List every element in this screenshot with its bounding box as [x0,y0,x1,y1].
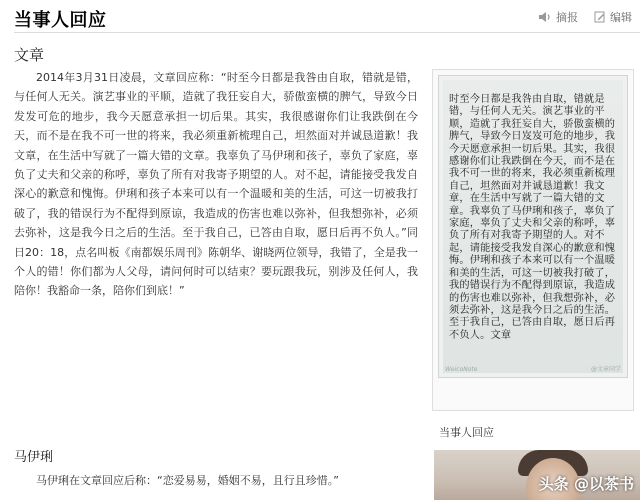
title-divider [14,32,640,33]
source-watermark: 头条 @以茶书 [538,475,634,493]
section-title: 当事人回应 [14,10,107,31]
image-watermark-right: @文章同学 [590,366,621,373]
edit-label: 编辑 [610,11,632,24]
report-button[interactable] [538,9,578,25]
edit-button[interactable] [594,9,632,25]
figure-caption: 当事人回应 [439,426,494,439]
subheading-wenzhang: 文章 [14,46,45,64]
header-actions [538,9,632,25]
mayili-statement: 马伊琍在文章回应后称：“恋爱易易，婚姻不易，且行且珍惜。” [36,474,339,487]
report-label: 摘报 [556,11,578,24]
subheading-mayili: 马伊琍 [14,450,54,465]
statement-figure[interactable] [432,69,634,439]
statement-image[interactable] [438,75,628,378]
section-header [0,0,640,40]
wenzhang-statement: 2014年3月31日凌晨，文章回应称：“时至今日都是我咎由自取，错就是错，与任何人无关。演艺事业的平顺，造就了我狂妄自大，骄傲蛮横的脾气，导致今日发发可危的地步，我今天愿意承担一切后果。其实，我很感谢你们让我跌倒在今天，而不是在我不可一世的将来，我必须重新梳理自己，坦然面对并诚恳道歉！我文章，在生活中写就了一篇大错的文章。我辜负了马伊琍和孩子，辜负了家庭，辜负了丈夫和父亲的称呼，辜负了所有对我寄予期望的人。对不起，请能接受我发自深心的歉意和愧悔。伊琍和孩子本来可以有一个温暖和美的生活，可这一切被我打破了，我的错误行为不配得到原谅，我造成的伤害也难以弥补，但我想弥补，必须去弥补，这是我今日之后的生活。至于我自己，已答由自取，愿日后再不负人。”同日20：18，点名叫板《南都娱乐周刊》陈朝华、谢晓两位领导，我错了，全是我一个人的错！你们都为人父母，请问何时可以结束？要玩跟我玩，别涉及任何人，我陪你！我豁命一条，陪你们到底！” [14,71,418,298]
portrait-thumbnail[interactable] [434,450,640,500]
statement-image-text: 时至今日都是我咎由自取，错就是错，与任何人无关。演艺事业的平顺，造就了我狂妄自大，骄傲蛮横的脾气，导致今日岌岌可危的地步，我今天愿意承担一切后果。其实，我很感谢你们让我跌倒在今天，而不是在我不可一世的将来，我必须重新梳理自己，坦然面对并诚恳道歉！我文章，在生活中写就了一篇大错的文章。我辜负了马伊琍和孩子，辜负了家庭，辜负了丈夫和父亲的称呼，辜负了所有对我寄予期望的人。对不起，请能接受我发自深心的歉意和愧悔。伊琍和孩子本来可以有一个温暖和美的生活，可这一切被我打破了，我的错误行为不配得到原谅，我造成的伤害也难以弥补，但我想弥补，必须去弥补，这是我今日之后的生活。至于我自己，已答由自取，愿日后再不负人。文章 [449,94,616,341]
speaker-icon [538,11,552,23]
image-watermark-left: WeicoNote [445,366,478,373]
pencil-icon [594,11,606,23]
